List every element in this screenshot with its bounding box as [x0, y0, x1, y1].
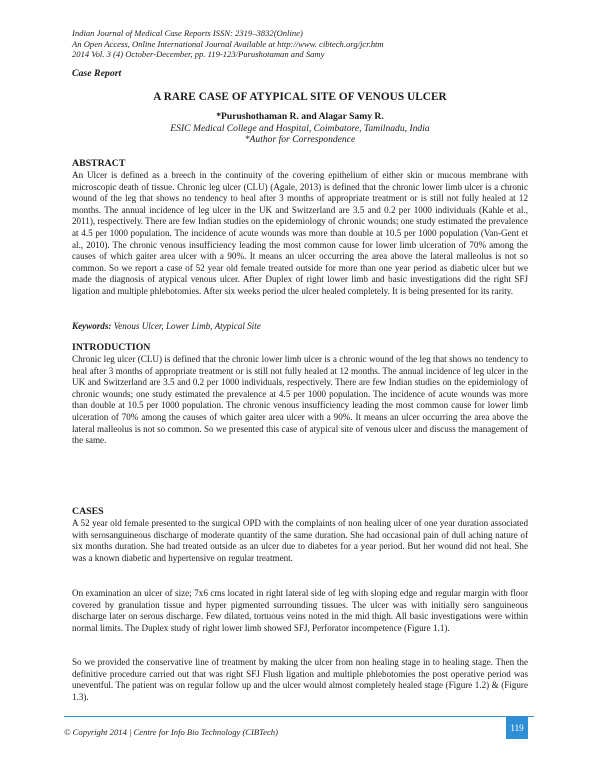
- introduction-heading: INTRODUCTION: [72, 342, 151, 353]
- page-number-badge: 119: [506, 717, 528, 739]
- author-names: *Purushothaman R. and Alagar Samy R.: [216, 111, 384, 122]
- author-block: [0, 111, 600, 146]
- journal-name-line: Indian Journal of Medical Case Reports ISSN: 2319–3832(Online): [72, 28, 303, 38]
- article-type: Case Report: [72, 68, 122, 79]
- footer-copyright: © Copyright 2014 | Centre for Info Bio Technology (CIBTech): [64, 727, 278, 737]
- author-affiliation: ESIC Medical College and Hospital, Coimbatore, Tamilnadu, India: [170, 122, 430, 134]
- cases-paragraph-2: On examination an ulcer of size; 7x6 cms located in right lateral side of leg with sloping edge and regular margin with floor covered by granulation tissue and hyper pigmented surrounding tissues. The ulcer was with initially sero sanguineous discharge later on serous discharge. Few dilated, tortuous veins noted in the mid thigh. All basic investigations were within normal limits. The Duplex study of right lower limb showed SFJ, Perforator incompetence (Figure 1.1).: [72, 588, 528, 633]
- introduction-text: Chronic leg ulcer (CLU) is defined that the chronic lower limb ulcer is a chronic wound of the leg that shows no tendency to heal after 3 months of appropriate treatment or is still not fully healed at 12 months. The annual incidence of leg ulcer in the UK and Switzerland are 3.5 and 0.2 per 1000 individuals, respectively. There are few Indian studies on the epidemiology of chronic wounds; one study estimated the prevalence at 4.5 per 1000 population. The incidence of acute wounds was more than double at 10.5 per 1000 population. The chronic venous insufficiency leading the most common cause for lower limb ulceration of 70% among the causes of which gaiter area ulcer with a 90%. It means an ulcer occurring the area above the lateral malleolus is not so common. So we presented this case of atypical site of venous ulcer and discuss the management of the same.: [72, 354, 528, 446]
- footer-rule: [64, 716, 534, 717]
- keywords-line: [72, 321, 261, 331]
- cases-heading: CASES: [72, 506, 104, 517]
- abstract-heading: ABSTRACT: [72, 158, 126, 169]
- journal-header: [72, 28, 384, 60]
- cases-paragraph-3: So we provided the conservative line of treatment by making the ulcer from non healing stage in to healing stage. Then the definitive procedure carried out that was right SFJ Flush ligation and multiple phlebotomies the post operative period was uneventful. The patient was on regular follow up and the ulcer would almost completely healed stage (Figure 1.2) & (Figure 1.3).: [72, 657, 528, 702]
- journal-access-line: An Open Access, Online International Journal Available at http://www. cibtech.org/jcr.htm: [72, 38, 384, 49]
- journal-volume-line: 2014 Vol. 3 (4) October-December, pp. 119-123/Purushotaman and Samy: [72, 49, 325, 60]
- article-title: A RARE CASE OF ATYPICAL SITE OF VENOUS ULCER: [153, 91, 447, 103]
- keywords-label: Keywords:: [72, 321, 112, 331]
- correspondence-note: *Author for Correspondence: [244, 134, 356, 145]
- abstract-text: An Ulcer is defined as a breech in the continuity of the covering epithelium of either skin or mucous membrane with microscopic death of tissue. Chronic leg ulcer (CLU) (Agale, 2013) is defined that the chronic lower limb ulcer is a chronic wound of the leg that shows no tendency to heal after 3 months of appropriate treatment or is still not fully healed at 12 months. The annual incidence of leg ulcer in the UK and Switzerland are 3.5 and 0.2 per 1000 individuals (Kahle et al., 2011), respectively. There are few Indian studies on the epidemiology of chronic wounds; one study estimated the prevalence at 4.5 per 1000 population. The incidence of acute wounds was more than double at 10.5 per 1000 population (Van-Gent et al., 2010). The chronic venous insufficiency leading the most common cause for lower limb ulceration of 70% among the causes of which gaiter area ulcer with a 90%. It means an ulcer occurring the area above the lateral malleolus is not so common. So we report a case of 52 year old female treated outside for more than one year period as diabetic ulcer but we made the diagnosis of atypical venous ulcer. After Duplex of right lower limb and basic investigations did the right SFJ ligation and multiple phlebotomies. After six weeks period the ulcer healed completely. It is being presented for its rarity.: [72, 170, 528, 296]
- cases-paragraph-1: A 52 year old female presented to the surgical OPD with the complaints of non healing ulcer of one year duration associated with serosanguineous discharge of moderate quantity of the same duration. She had occasional pain of dull aching nature of six months duration. She had treated outside as an ulcer due to diabetes for a year period. But her wound did not heal. She was a known diabetic and hypertensive on regular treatment.: [72, 518, 528, 563]
- keywords-values: Venous Ulcer, Lower Limb, Atypical Site: [113, 321, 261, 331]
